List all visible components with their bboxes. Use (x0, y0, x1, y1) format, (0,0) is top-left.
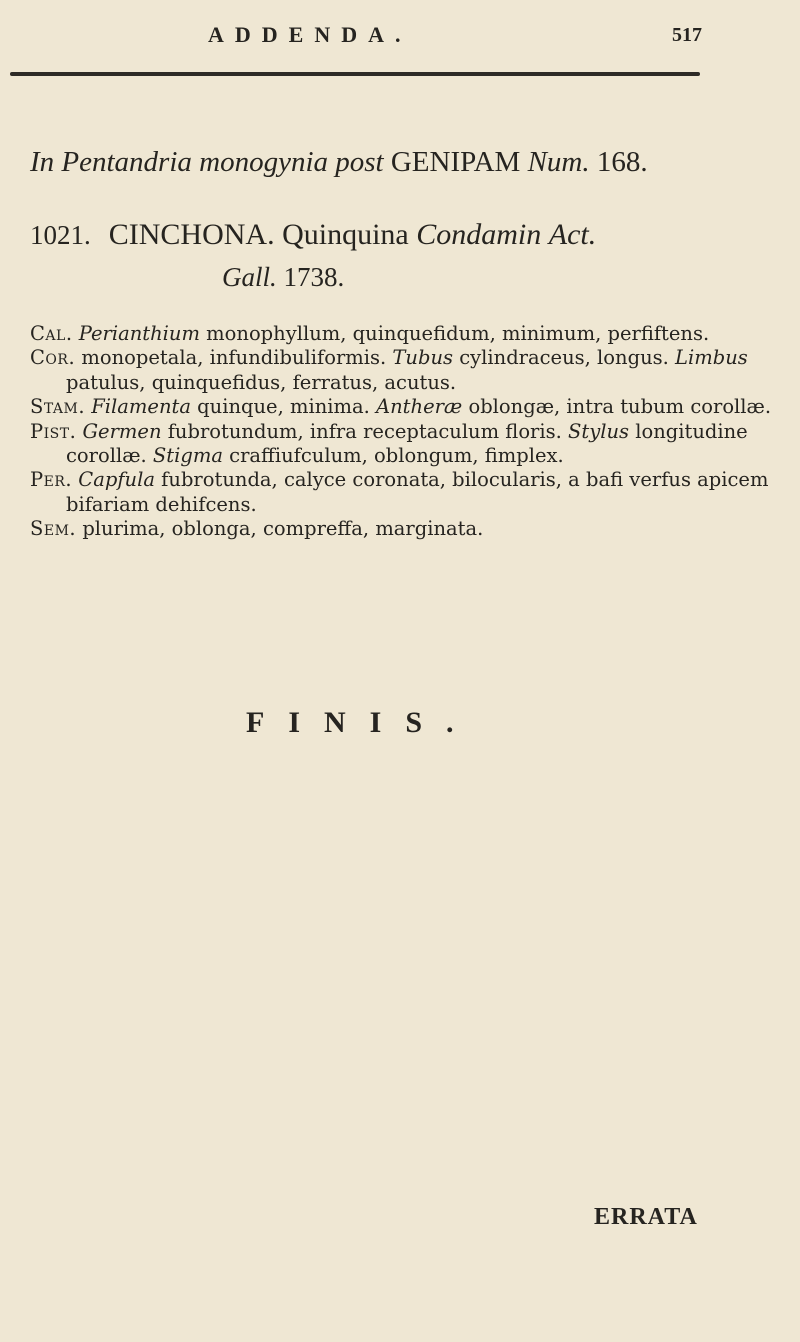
section-title (30, 146, 770, 179)
entry-label: Cal. (30, 322, 73, 345)
entry-pist (30, 420, 785, 469)
genus-heading (30, 218, 790, 252)
entry-text: oblongæ, intra tubum corollæ. (462, 395, 772, 419)
entry-label: Sem. (30, 517, 77, 541)
entry-text: longitudine corollæ. (66, 419, 748, 468)
section-genus-ref: GENIPAM (383, 146, 528, 178)
genus-author: Condamin (416, 218, 542, 251)
entry-term: Stylus (568, 419, 630, 443)
page-number: 517 (672, 24, 702, 46)
entry-per (30, 468, 785, 517)
errata-heading: ERRATA (594, 1204, 698, 1230)
entry-term: Limbus (675, 346, 748, 370)
entry-text: quinque, minima. (190, 395, 377, 419)
genus-synonym: Quinquina (274, 218, 417, 251)
entry-term: Perianthium (78, 322, 200, 345)
section-prefix: In Pentandria monogynia post (30, 146, 384, 178)
entry-term: Capfula (78, 468, 155, 492)
genus-year: 1738. (276, 262, 345, 292)
character-descriptions (30, 322, 785, 542)
genus-number: 1021. (30, 220, 91, 250)
header-rule (10, 72, 700, 76)
entry-label: Pist. (30, 419, 77, 443)
entry-sem (30, 517, 785, 541)
entry-text: cylindraceus, longus. (453, 346, 676, 370)
entry-stam (30, 395, 785, 419)
entry-text: patulus, quinquefidus, ferratus, acutus. (66, 370, 457, 394)
entry-label: Cor. (30, 346, 76, 370)
entry-text: monopetala, infundibuliformis. (81, 346, 393, 370)
entry-term: Germen (82, 419, 162, 443)
entry-term: Antheræ (376, 395, 463, 419)
entry-text: plurima, oblonga, compreffa, marginata. (82, 517, 484, 541)
finis-mark: FINIS. (246, 706, 478, 739)
entry-cor (30, 346, 785, 395)
entry-term: Stigma (152, 444, 223, 468)
entry-text: fubrotunda, calyce coronata, bilocularis, a bafi verfus apicem bifariam dehifcens. (66, 468, 769, 516)
genus-publication-2: Gall. (222, 262, 277, 292)
entry-term: Tubus (392, 346, 454, 370)
genus-publication: Act. (548, 218, 597, 251)
entry-label: Stam. (30, 395, 86, 419)
entry-text: fubrotundum, infra receptaculum floris. (161, 419, 569, 443)
entry-text: monophyllum, quinquefidum, minimum, perfiftens. (199, 322, 710, 345)
section-num-value: 168. (589, 146, 648, 178)
entry-text: craffiufculum, oblongum, fimplex. (222, 444, 564, 468)
running-head: ADDENDA. (208, 22, 412, 47)
genus-name: CINCHONA. (108, 218, 275, 251)
genus-heading-continued (222, 262, 344, 293)
section-num-label: Num. (527, 146, 590, 178)
entry-label: Per. (30, 468, 73, 492)
entry-term: Filamenta (91, 395, 191, 419)
entry-cal (30, 322, 785, 346)
